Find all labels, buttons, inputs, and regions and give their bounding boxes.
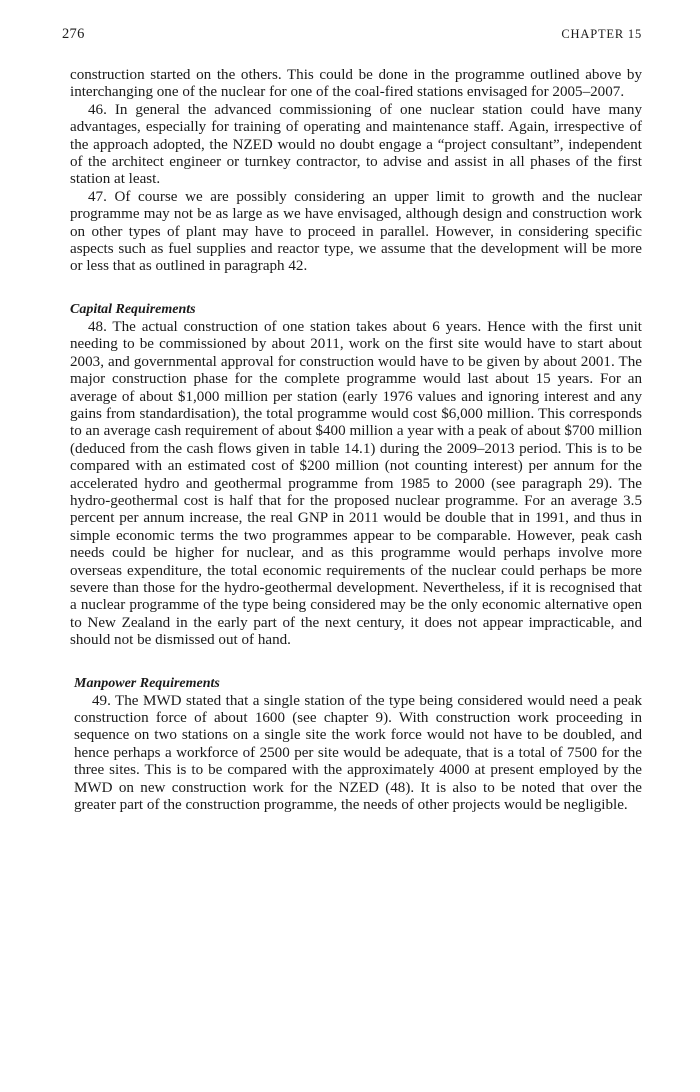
paragraph-46: 46. In general the advanced commissioning of one nuclear station could have many advantages, especially for training of operating and maintenance staff. Again, irrespective of the approach adopted, the NZED would no doubt engage a “project consultant”, independent of the architect engineer or turnkey contractor, to advise and assist in all phases of the first station at least. <box>70 101 642 188</box>
section-spacer <box>70 276 642 301</box>
running-head <box>62 26 642 43</box>
section-heading-capital: Capital Requirements <box>70 301 196 317</box>
paragraph-49: 49. The MWD stated that a single station of the type being considered would need a peak construction force of about 1600 (see chapter 9). With construction work proceeding in sequence on two stations on a single site the work force would not have to be doubled, and hence perhaps a workforce of 2500 per site would be adequate, that is a total of 7500 for the three sites. This is to be compared with the approximately 4000 at present employed by the MWD on new construction work for the NZED (48). It is also to be noted that over the greater part of the construction programme, the needs of other projects would be negligible. <box>74 692 642 814</box>
section-heading-manpower: Manpower Requirements <box>74 675 220 691</box>
page-number: 276 <box>62 26 85 42</box>
paragraph-48: 48. The actual construction of one station takes about 6 years. Hence with the first unit needing to be commissioned by about 2011, work on the first site would have to start about 2003, and governmental approval for construction would have to be given by about 2001. The major construction phase for the complete programme would last about 15 years. For an average of about $1,000 million per station (early 1976 values and ignoring interest and any gains from standardisation), the total programme would cost $6,000 million. This corresponds to an average cash requirement of about $400 million a year with a peak of about $700 million (deduced from the cash flows given in table 14.1) during the 2009–2013 period. This is to be compared with an estimated cost of $200 million (not counting interest) per annum for the accelerated hydro and geothermal programme from 1985 to 2000 (see paragraph 29). The hydro-geothermal cost is half that for the proposed nuclear programme. For an average 3.5 percent per annum increase, the real GNP in 2011 would be double that in 1991, and thus in simple economic terms the two programmes appear to be comparable. However, peak cash needs could be higher for nuclear, and as this programme would perhaps involve more overseas expenditure, the total economic requirements of the nuclear could perhaps be more severe than those for the hydro-geothermal development. Nevertheless, if it is recognised that a nuclear programme of the type being considered may be the only economic alternative open to New Zealand in the early part of the next century, it does not appear impracticable, and should not be dismissed out of hand. <box>70 318 642 649</box>
paragraph-continuation: construction started on the others. This could be done in the programme outlined above by interchanging one of the nuclear for one of the coal-fired stations envisaged for 2005–2007. <box>70 67 642 101</box>
document-page <box>62 26 642 814</box>
chapter-label: CHAPTER 15 <box>561 27 642 41</box>
section-spacer <box>70 650 642 675</box>
paragraph-47: 47. Of course we are possibly considering an upper limit to growth and the nuclear programme may not be as large as we have envisaged, although design and construction work on other types of plant may have to proceed in parallel. However, in considering specific aspects such as fuel supplies and reactor type, we assume that the development will be more or less that as outlined in paragraph 42. <box>70 188 642 275</box>
